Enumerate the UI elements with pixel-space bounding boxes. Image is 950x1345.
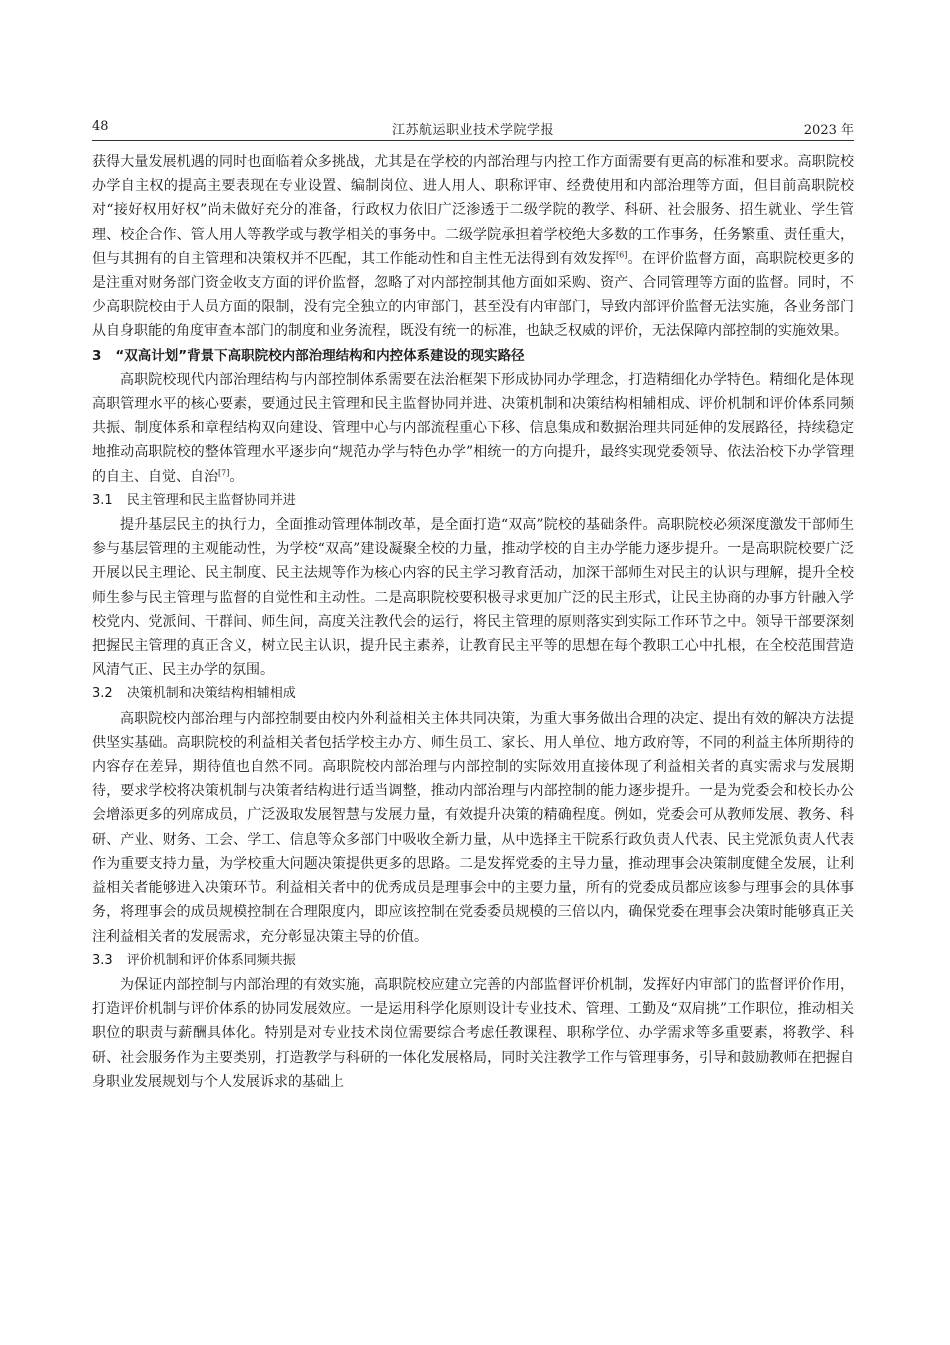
publication-year: 2023 年 xyxy=(803,123,854,138)
citation-7: [7] xyxy=(218,467,230,477)
paragraph-1: 获得大量发展机遇的同时也面临着众多挑战，尤其是在学校的内部治理与内控工作方面需要有更高的标准和要求。高职院校办学自主权的提高主要表现在专业设置、编制岗位、进人用人、职称评审、经费使用和内部治理等方面，但目前高职院校对“接好权用好权”尚未做好充分的准备，行政权力依旧广泛渗透于二级学院的教学、科研、社会服务、招生就业、学生管理、校企合作、管人用人等教学或与教学相关的事务中。二级学院承担着学校绝大多数的工作事务，任务繁重、责任重大，但与其拥有的自主管理和决策权并不匹配，其工作能动性和自主性无法得到有效发挥[6]。在评价监督方面，高职院校更多的是注重对财务部门资金收支方面的评价监督，忽略了对内部控制其他方面如采购、资产、合同管理等方面的监督。同时，不少高职院校由于人员方面的限制，没有完全独立的内审部门，甚至没有内审部门，导致内部评价监督无法实施，各业务部门从自身职能的角度审查本部门的制度和业务流程，既没有统一的标准，也缺乏权威的评价，无法保障内部控制的实施效果。 xyxy=(92,154,855,340)
section-3-1-heading xyxy=(92,489,854,513)
running-header xyxy=(92,117,854,139)
citation-6: [6] xyxy=(616,250,628,260)
paragraph-2: 高职院校现代内部治理结构与内部控制体系需要在法治框架下形成协同办学理念，打造精细化办学特色。精细化是体现高职管理水平的核心要素，要通过民主管理和民主监督协同并进、决策机制和决策结构相辅相成、评价机制和评价体系同频共振、制度体系和章程结构双向建设、管理中心与内部流程重心下移、信息集成和数据治理共同延伸的发展路径，持续稳定地推动高职院校的整体管理水平逐步向“规范办学与特色办学”相统一的方向提升，最终实现党委领导、依法治校下办学管理的自主、自觉、自治[7]。 xyxy=(92,371,854,485)
section-3-3-heading xyxy=(92,949,854,973)
paragraph-5: 为保证内部控制与内部治理的有效实施，高职院校应建立完善的内部监督评价机制，发挥好内审部门的监督评价作用，打造评价机制与评价体系的协同发展效应。一是运用科学化原则设计专业技术、管理、工勤及“双肩挑”工作职位，推动相关职位的职责与薪酬具体化。特别是对专业技术岗位需要综合考虑任教课程、职称学位、办学需求等多重要素，将教学、科研、社会服务作为主要类别，打造教学与科研的一体化发展格局，同时关注教学工作与管理事务，引导和鼓励教师在把握自身职业发展规划与个人发展诉求的基础上 xyxy=(92,976,854,1090)
paragraph-4: 高职院校内部治理与内部控制要由校内外利益相关主体共同决策，为重大事务做出合理的决定、提出有效的解决方法提供坚实基础。高职院校的利益相关者包括学校主办方、师生员工、家长、用人单位、地方政府等，不同的利益主体所期待的内容存在差异，期待值也自然不同。高职院校内部治理与内部控制的实际效用直接体现了利益相关者的真实需求与发展期待，要求学校将决策机制与决策者结构进行适当调整，推动内部治理与内部控制的能力逐步提升。一是为党委会和校长办公会增添更多的列席成员，广泛汲取发展智慧与发展力量，有效提升决策的精确程度。例如，党委会可从教师发展、教务、科研、产业、财务、工会、学工、信息等众多部门中吸收全新力量，从中选择主干院系行政负责人代表、民主党派负责人代表作为重要支持力量，为学校重大问题决策提供更多的思路。二是发挥党委的主导力量，推动理事会决策制度健全发展，让利益相关者能够进入决策环节。利益相关者中的优秀成员是理事会中的主要力量，所有的党委成员都应该参与理事会的具体事务，将理事会的成员规模控制在合理限度内，即应该控制在党委委员规模的三倍以内，确保党委在理事会决策时能够真正关注利益相关者的发展需求，充分彰显决策主导的价值。 xyxy=(92,710,854,945)
article-body xyxy=(92,150,854,1094)
section-number: 3.2 xyxy=(92,686,113,702)
section-number: 3.3 xyxy=(92,952,113,968)
paragraph-3: 提升基层民主的执行力，全面推动管理体制改革，是全面打造“双高”院校的基础条件。高职院校必须深度激发干部师生参与基层管理的主观能动性，为学校“双高”建设凝聚全校的力量，推动学校的自主办学能力逐步提升。一是高职院校要广泛开展以民主理论、民主制度、民主法规等作为核心内容的民主学习教育活动，加深干部师生对民主的认识与理解，提升全校师生参与民主管理与监督的自觉性和主动性。二是高职院校要积极寻求更加广泛的民主形式，让民主协商的办事方针融入学校党内、党派间、干群间、师生间，高度关注教代会的运行，将民主管理的原则落实到实际工作环节之中。领导干部要深刻把握民主管理的真正含义，树立民主认识，提升民主素养，让教育民主平等的思想在每个教职工心中扎根，在全校范围营造风清气正、民主办学的氛围。 xyxy=(92,517,854,679)
section-title: 评价机制和评价体系同频共振 xyxy=(126,952,296,968)
header-rule xyxy=(92,140,854,141)
section-title: 民主管理和民主监督协同并进 xyxy=(126,492,296,508)
section-title: “双高计划”背景下高职院校内部治理结构和内控体系建设的现实路径 xyxy=(115,347,525,364)
section-number: 3.1 xyxy=(92,492,113,508)
section-number: 3 xyxy=(92,347,102,364)
journal-title: 江苏航运职业技术学院学报 xyxy=(391,123,554,138)
page-number: 48 xyxy=(92,119,109,134)
section-3-heading xyxy=(92,344,854,368)
section-3-2-heading xyxy=(92,682,854,706)
section-title: 决策机制和决策结构相辅相成 xyxy=(126,686,296,702)
